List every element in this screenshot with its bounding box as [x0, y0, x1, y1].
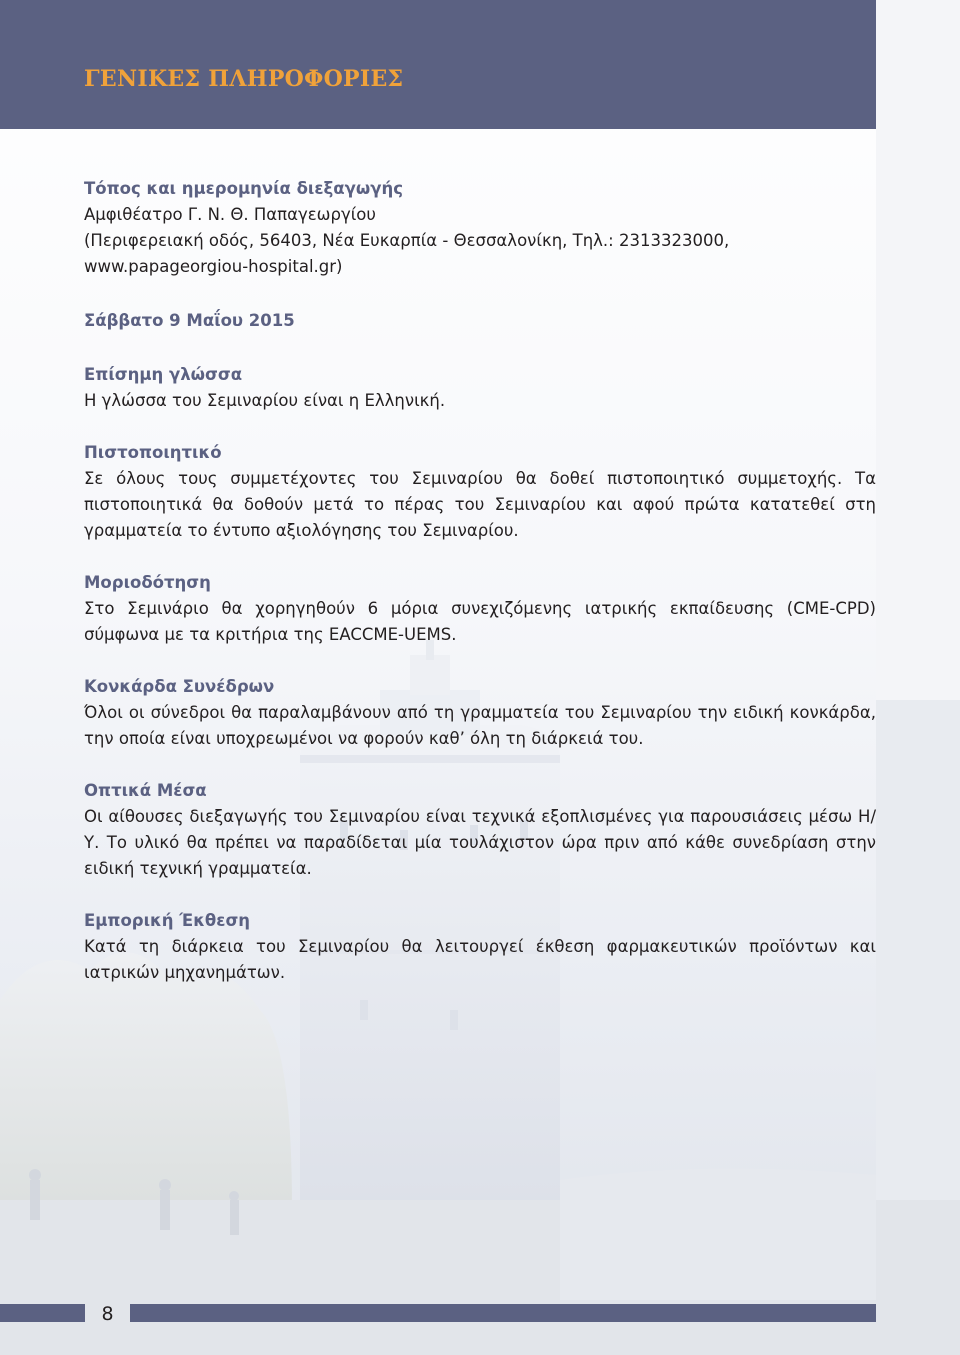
venue-line-3: www.papageorgiou-hospital.gr): [84, 257, 343, 276]
certificate-heading: Πιστοποιητικό: [84, 443, 222, 462]
page-number: 8: [101, 1303, 114, 1325]
av-body: Οι αίθουσες διεξαγωγής του Σεμιναρίου είναι τεχνικά εξοπλισμένες για παρουσιάσεις μέσω Η/Υ. Το υλικό θα πρέπει να παραδίδεται μία τουλάχιστον ώρα πριν από κάθε συνεδρίαση στην ειδική τεχνική γραμματεία.: [84, 807, 876, 878]
av-section: [84, 778, 876, 882]
badge-body: Όλοι οι σύνεδροι θα παραλαμβάνουν από τη γραμματεία του Σεμιναρίου την ειδική κονκάρδα, την οποία είναι υποχρεωμένοι να φορούν καθ’ όλη τη διάρκειά του.: [84, 703, 876, 748]
av-heading: Οπτικά Μέσα: [84, 781, 207, 800]
page-title: ΓΕΝΙΚΕΣ ΠΛΗΡΟΦΟΡΙΕΣ: [84, 66, 404, 92]
venue-heading: Τόπος και ημερομηνία διεξαγωγής: [84, 179, 403, 198]
footer-rule-right: [130, 1304, 876, 1322]
footer-rule-left: [0, 1304, 85, 1322]
badge-section: [84, 674, 876, 752]
certificate-body: Σε όλους τους συμμετέχοντες του Σεμιναρίου θα δοθεί πιστοποιητικό συμμετοχής. Τα πιστοποιητικά θα δοθούν μετά το πέρας του Σεμιναρίου και αφού πρώτα κατατεθεί στη γραμματεία το έντυπο αξιολόγησης του Σεμιναρίου.: [84, 469, 876, 540]
event-date: Σάββατο 9 Μαΐου 2015: [84, 311, 295, 330]
venue-line-2: (Περιφερειακή οδός, 56403, Νέα Ευκαρπία - Θεσσαλονίκη, Τηλ.: 2313323000,: [84, 231, 730, 250]
credits-body: Στο Σεμινάριο θα χορηγηθούν 6 μόρια συνεχιζόμενης ιατρικής εκπαίδευσης (CME-CPD) σύμφωνα με τα κριτήρια της EACCME-UEMS.: [84, 599, 876, 644]
exhibition-heading: Εμπορική Έκθεση: [84, 911, 251, 930]
language-section: [84, 362, 876, 414]
certificate-section: [84, 440, 876, 544]
exhibition-body: Κατά τη διάρκεια του Σεμιναρίου θα λειτουργεί έκθεση φαρμακευτικών προϊόντων και ιατρικών μηχανημάτων.: [84, 937, 876, 982]
venue-section: [84, 176, 876, 280]
credits-heading: Μοριοδότηση: [84, 573, 211, 592]
venue-line-1: Αμφιθέατρο Γ. Ν. Θ. Παπαγεωργίου: [84, 205, 376, 224]
badge-heading: Κονκάρδα Συνέδρων: [84, 677, 275, 696]
language-heading: Επίσημη γλώσσα: [84, 365, 243, 384]
exhibition-section: [84, 908, 876, 986]
language-body: Η γλώσσα του Σεμιναρίου είναι η Ελληνική.: [84, 391, 446, 410]
header-band: [0, 0, 876, 129]
content-area: [84, 176, 876, 986]
credits-section: [84, 570, 876, 648]
